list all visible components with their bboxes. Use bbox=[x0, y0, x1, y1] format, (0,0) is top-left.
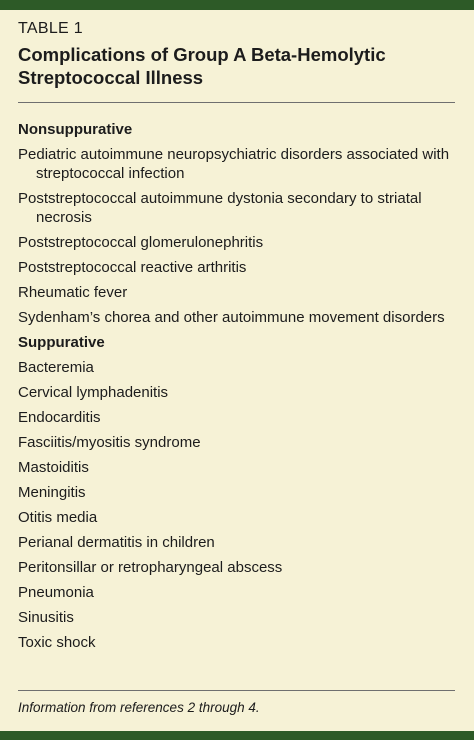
table-title: Complications of Group A Beta-Hemolytic Streptococcal Illness bbox=[18, 44, 386, 88]
list-item: Poststreptococcal autoimmune dystonia secondary to striatal necrosis bbox=[18, 190, 422, 226]
list-item: Peritonsillar or retropharyngeal abscess bbox=[18, 559, 283, 576]
table-body bbox=[18, 120, 458, 658]
list-item: Perianal dermatitis in children bbox=[18, 534, 215, 551]
list-item: Cervical lymphadenitis bbox=[18, 384, 169, 401]
nonsuppurative-list bbox=[18, 145, 458, 327]
bottom-accent-bar bbox=[0, 731, 474, 740]
list-item: Pediatric autoimmune neuropsychiatric disorders associated with streptococcal infection bbox=[18, 146, 450, 182]
list-item: Sinusitis bbox=[18, 609, 74, 626]
footnote-divider bbox=[18, 690, 455, 691]
list-item: Poststreptococcal reactive arthritis bbox=[18, 259, 247, 276]
section-heading: Nonsuppurative bbox=[18, 121, 133, 138]
list-item: Fasciitis/myositis syndrome bbox=[18, 434, 201, 451]
top-accent-bar bbox=[0, 0, 474, 10]
list-item: Rheumatic fever bbox=[18, 284, 128, 301]
section-suppurative bbox=[18, 333, 458, 652]
footnote: Information from references 2 through 4. bbox=[18, 700, 260, 715]
table-label: TABLE 1 bbox=[18, 20, 83, 37]
list-item: Endocarditis bbox=[18, 409, 101, 426]
list-item: Toxic shock bbox=[18, 634, 96, 651]
section-nonsuppurative bbox=[18, 120, 458, 327]
list-item: Mastoiditis bbox=[18, 459, 89, 476]
list-item: Otitis media bbox=[18, 509, 98, 526]
list-item: Poststreptococcal glomerulonephritis bbox=[18, 234, 264, 251]
section-heading: Suppurative bbox=[18, 334, 105, 351]
title-divider bbox=[18, 102, 455, 103]
list-item: Pneumonia bbox=[18, 584, 94, 601]
suppurative-list bbox=[18, 358, 458, 652]
list-item: Sydenham’s chorea and other autoimmune movement disorders bbox=[18, 309, 445, 326]
list-item: Meningitis bbox=[18, 484, 86, 501]
list-item: Bacteremia bbox=[18, 359, 94, 376]
